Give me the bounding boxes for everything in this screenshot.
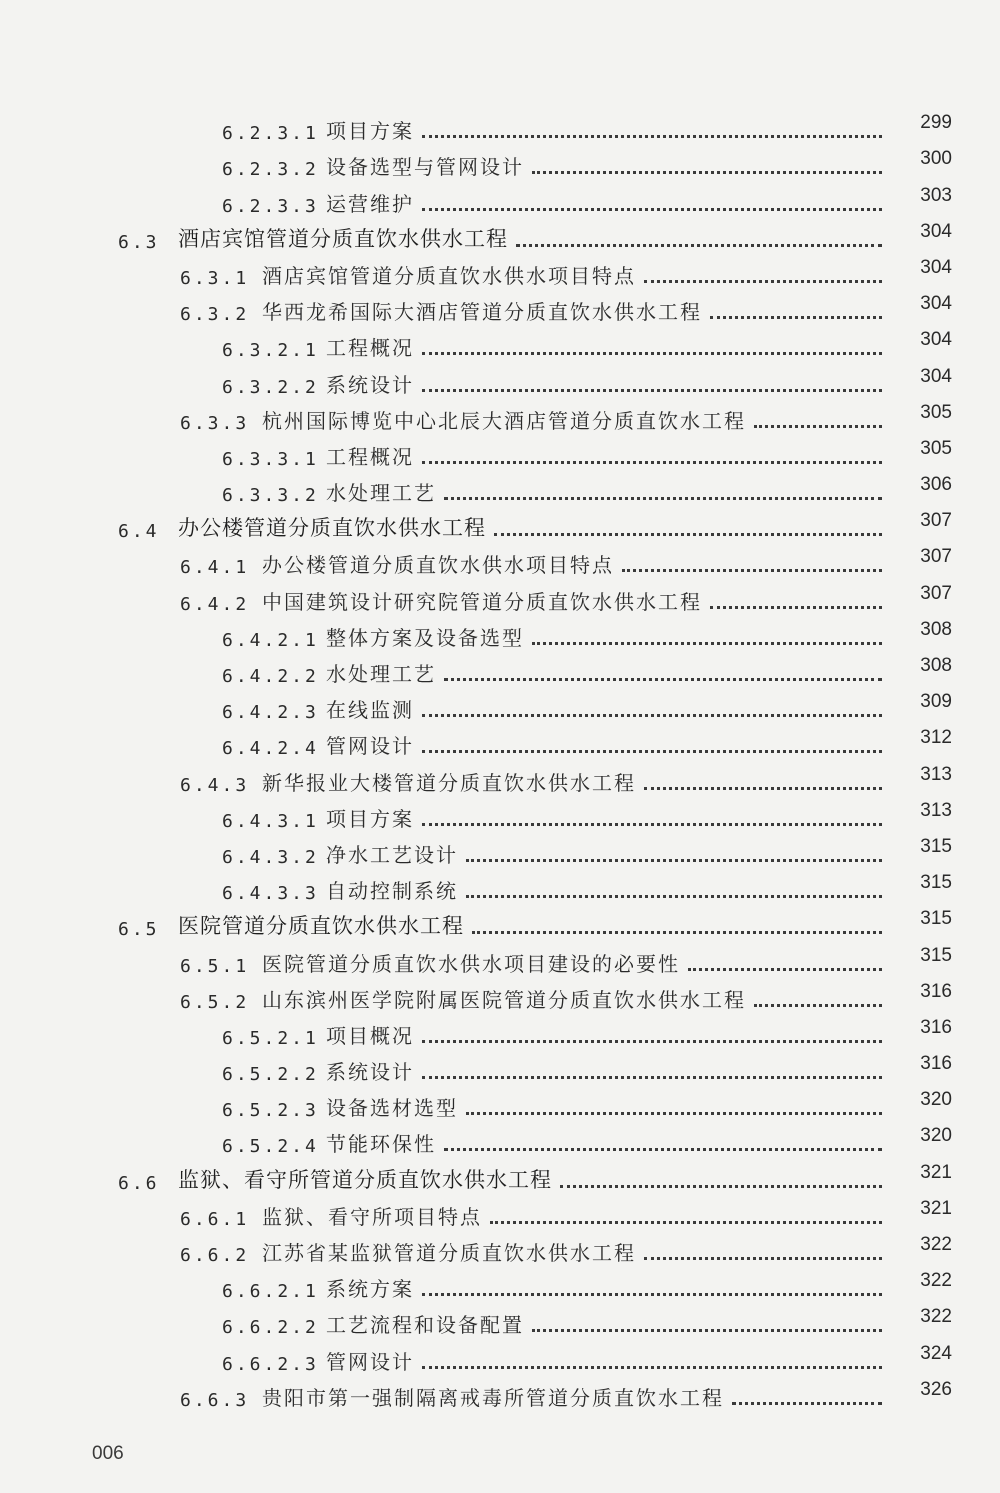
toc-entry-number: 6.5 <box>118 919 160 941</box>
toc-entry-number: 6.6.2.3 <box>222 1353 319 1375</box>
toc-entry-number: 6.5.2.1 <box>222 1027 319 1049</box>
toc-entry-page: 300 <box>920 148 952 170</box>
dot-leader <box>532 642 882 645</box>
dot-leader <box>422 352 882 355</box>
toc-entry-number: 6.4.2.3 <box>222 702 319 724</box>
dot-leader <box>732 1402 882 1405</box>
toc-entry-page: 321 <box>920 1161 952 1183</box>
toc-entry-number: 6.2.3.2 <box>222 159 319 181</box>
toc-entry[interactable] <box>0 904 1000 940</box>
dot-leader <box>644 787 882 790</box>
dot-leader <box>444 1148 882 1151</box>
toc-entry-number: 6.5.1 <box>180 955 250 977</box>
dot-leader <box>710 316 882 319</box>
toc-entry-title: 项目方案 <box>326 119 414 144</box>
toc-entry-title: 项目方案 <box>326 806 414 831</box>
toc-entry-title: 医院管道分质直饮水供水工程 <box>178 914 464 939</box>
page-number: 006 <box>92 1443 124 1464</box>
toc-entry[interactable] <box>0 1338 1000 1374</box>
toc-entry-number: 6.5.2.2 <box>222 1064 319 1086</box>
toc-entry[interactable] <box>0 289 1000 325</box>
dot-leader <box>444 678 882 681</box>
toc-entry-page: 306 <box>920 474 952 496</box>
toc-entry-page: 316 <box>920 1053 952 1075</box>
toc-entry-page: 308 <box>920 655 952 676</box>
toc-entry[interactable] <box>0 398 1000 434</box>
toc-entry-title: 自动控制系统 <box>326 879 458 904</box>
toc-entry-page: 313 <box>920 799 952 821</box>
toc-entry-page: 308 <box>920 618 952 640</box>
toc-entry[interactable] <box>0 1266 1000 1302</box>
toc-entry-page: 309 <box>920 691 952 713</box>
toc-entry-title: 华西龙希国际大酒店管道分质直饮水供水工程 <box>262 300 702 325</box>
dot-leader <box>422 461 882 464</box>
dot-leader <box>532 171 882 174</box>
toc-entry-number: 6.3.3 <box>180 412 250 434</box>
toc-entry-title: 系统设计 <box>326 1060 414 1085</box>
toc-entry-title: 水处理工艺 <box>326 662 436 686</box>
dot-leader <box>422 823 882 826</box>
toc-entry-title: 医院管道分质直饮水供水项目建设的必要性 <box>262 951 680 976</box>
dot-leader <box>490 1221 882 1224</box>
dot-leader <box>710 606 882 609</box>
dot-leader <box>422 714 882 717</box>
toc-entry-number: 6.4 <box>118 521 160 543</box>
toc-entry-title: 中国建筑设计研究院管道分质直饮水供水工程 <box>262 589 702 614</box>
toc-entry[interactable] <box>0 578 1000 614</box>
toc-entry-title: 办公楼管道分质直饮水供水工程 <box>178 516 486 541</box>
toc-entry-title: 水处理工艺 <box>326 481 436 506</box>
toc-entry-page: 315 <box>920 872 952 894</box>
toc-entry[interactable] <box>0 253 1000 289</box>
toc-entry-page: 304 <box>920 220 952 242</box>
toc-entry-number: 6.3.3.1 <box>222 448 319 470</box>
toc-entry[interactable] <box>0 1230 1000 1266</box>
dot-leader <box>466 1112 882 1115</box>
dot-leader <box>466 859 882 862</box>
dot-leader <box>516 244 882 247</box>
toc-entry-number: 6.4.2.1 <box>222 629 319 651</box>
toc-entry-number: 6.6 <box>118 1172 160 1194</box>
toc-entry-page: 303 <box>920 184 952 206</box>
toc-entry-title: 管网设计 <box>326 734 414 759</box>
dot-leader <box>422 1366 882 1369</box>
dot-leader <box>644 280 882 283</box>
toc-entry-page: 304 <box>920 293 952 315</box>
toc-entry-title: 管网设计 <box>326 1349 414 1374</box>
toc-entry-page: 316 <box>920 980 952 1002</box>
toc-entry[interactable] <box>0 940 1000 976</box>
toc-entry[interactable] <box>0 108 1000 144</box>
toc-entry[interactable] <box>0 180 1000 216</box>
toc-entry-page: 312 <box>920 727 952 749</box>
toc-entry-title: 酒店宾馆管道分质直饮水供水项目特点 <box>262 263 636 288</box>
toc-entry-title: 工程概况 <box>326 336 414 361</box>
toc-entry[interactable] <box>0 1194 1000 1230</box>
toc-entry-page: 315 <box>920 944 952 966</box>
toc-entry-number: 6.4.2.2 <box>222 666 319 687</box>
toc-entry-number: 6.3.3.2 <box>222 485 319 507</box>
toc-entry-page: 326 <box>920 1378 952 1400</box>
dot-leader <box>622 569 882 572</box>
toc-entry[interactable] <box>0 1302 1000 1338</box>
toc-entry-number: 6.6.3 <box>180 1389 250 1411</box>
toc-entry-page: 304 <box>920 329 952 351</box>
dot-leader <box>754 425 882 428</box>
toc-entry-title: 办公楼管道分质直饮水供水项目特点 <box>262 553 614 578</box>
dot-leader <box>422 208 882 211</box>
toc-entry-title: 监狱、看守所管道分质直饮水供水工程 <box>178 1167 552 1192</box>
toc-entry[interactable] <box>0 868 1000 904</box>
toc-entry[interactable] <box>0 832 1000 868</box>
toc-entry-page: 304 <box>920 365 952 387</box>
toc-entry-title: 节能环保性 <box>326 1132 436 1157</box>
toc-entry-page: 322 <box>920 1306 952 1328</box>
toc-entry[interactable] <box>0 1085 1000 1121</box>
toc-entry-page: 316 <box>920 1016 952 1038</box>
toc-entry-page: 322 <box>920 1234 952 1255</box>
toc-entry-title: 酒店宾馆管道分质直饮水供水工程 <box>178 226 508 251</box>
dot-leader <box>422 750 882 753</box>
dot-leader <box>472 931 882 934</box>
toc-entry-number: 6.4.3 <box>180 774 250 796</box>
toc-entry-number: 6.3.1 <box>180 267 250 289</box>
dot-leader <box>560 1185 882 1188</box>
toc-entry[interactable] <box>0 542 1000 578</box>
toc-entry-title: 净水工艺设计 <box>326 842 458 867</box>
toc-entry[interactable] <box>0 325 1000 361</box>
toc-entry-title: 系统设计 <box>326 372 414 397</box>
toc-entry-title: 系统方案 <box>326 1277 414 1302</box>
toc-entry-page: 307 <box>920 510 952 532</box>
toc-entry-number: 6.2.3.1 <box>222 123 319 145</box>
toc-entry[interactable] <box>0 470 1000 506</box>
toc-entry[interactable] <box>0 144 1000 180</box>
dot-leader <box>532 1329 882 1332</box>
toc-entry-number: 6.4.2 <box>180 593 250 615</box>
toc-entry-title: 杭州国际博览中心北辰大酒店管道分质直饮水工程 <box>262 408 746 433</box>
toc-entry-number: 6.4.3.3 <box>222 883 319 905</box>
toc-entry-title: 整体方案及设备选型 <box>326 625 524 650</box>
toc-entry[interactable] <box>0 217 1000 253</box>
toc-entry-title: 江苏省某监狱管道分质直饮水供水工程 <box>262 1241 636 1265</box>
toc-entry-page: 315 <box>920 835 952 857</box>
toc-entry-title: 设备选型与管网设计 <box>326 155 524 180</box>
dot-leader <box>422 1040 882 1043</box>
toc-entry[interactable] <box>0 434 1000 470</box>
toc-entry-page: 307 <box>920 582 952 604</box>
toc-entry-number: 6.3.2.2 <box>222 376 319 398</box>
toc-entry-page: 313 <box>920 763 952 785</box>
dot-leader <box>422 389 882 392</box>
toc-entry-title: 运营维护 <box>326 191 414 216</box>
toc-entry-page: 321 <box>920 1197 952 1219</box>
toc-entry-number: 6.2.3.3 <box>222 195 319 217</box>
toc-entry-number: 6.3.2.1 <box>222 340 319 362</box>
dot-leader <box>444 497 882 500</box>
toc-entry[interactable] <box>0 361 1000 397</box>
toc-entry-page: 299 <box>920 112 952 134</box>
toc-entry-number: 6.5.2.4 <box>222 1136 319 1158</box>
toc-entry-title: 设备选材选型 <box>326 1096 458 1121</box>
toc-entry[interactable] <box>0 506 1000 542</box>
toc-entry[interactable] <box>0 977 1000 1013</box>
toc-entry[interactable] <box>0 1157 1000 1193</box>
toc-entry-title: 山东滨州医学院附属医院管道分质直饮水供水工程 <box>262 987 746 1012</box>
toc-entry[interactable] <box>0 687 1000 723</box>
dot-leader <box>688 968 882 971</box>
toc-entry-number: 6.5.2 <box>180 991 250 1013</box>
toc-entry[interactable] <box>0 796 1000 832</box>
toc-entry-page: 305 <box>920 401 952 423</box>
dot-leader <box>466 895 882 898</box>
toc-entry[interactable] <box>0 1049 1000 1085</box>
toc-entry[interactable] <box>0 1121 1000 1157</box>
toc-entry-title: 新华报业大楼管道分质直饮水供水工程 <box>262 770 636 795</box>
toc-entry[interactable] <box>0 1013 1000 1049</box>
dot-leader <box>494 533 882 536</box>
toc-entry-number: 6.3 <box>118 231 160 253</box>
toc-entry-page: 307 <box>920 546 952 568</box>
toc-entry-number: 6.6.2.2 <box>222 1317 319 1339</box>
toc-entry-number: 6.4.3.2 <box>222 846 319 868</box>
dot-leader <box>422 135 882 138</box>
toc-entry-number: 6.4.2.4 <box>222 738 319 760</box>
dot-leader <box>422 1076 882 1079</box>
toc-entry[interactable] <box>0 615 1000 651</box>
toc-entry-title: 工艺流程和设备配置 <box>326 1313 524 1338</box>
toc-entry-page: 304 <box>920 256 952 278</box>
toc-entry-page: 315 <box>920 908 952 930</box>
toc-entry-number: 6.4.1 <box>180 557 250 579</box>
toc-entry-title: 监狱、看守所项目特点 <box>262 1204 482 1229</box>
toc-entry-number: 6.6.2.1 <box>222 1281 319 1303</box>
toc-entry-page: 324 <box>920 1342 952 1364</box>
table-of-contents <box>0 108 1000 1411</box>
toc-entry-number: 6.6.2 <box>180 1245 250 1266</box>
toc-entry-title: 贵阳市第一强制隔离戒毒所管道分质直饮水工程 <box>262 1385 724 1410</box>
toc-entry-page: 320 <box>920 1089 952 1111</box>
dot-leader <box>644 1257 882 1260</box>
toc-entry-number: 6.5.2.3 <box>222 1100 319 1122</box>
toc-entry-page: 305 <box>920 437 952 459</box>
toc-entry-title: 工程概况 <box>326 444 414 469</box>
toc-entry[interactable] <box>0 651 1000 687</box>
toc-entry-number: 6.6.1 <box>180 1208 250 1230</box>
dot-leader <box>422 1293 882 1296</box>
toc-entry-number: 6.4.3.1 <box>222 810 319 832</box>
toc-entry-title: 在线监测 <box>326 698 414 723</box>
toc-entry-number: 6.3.2 <box>180 304 250 326</box>
toc-entry-page: 322 <box>920 1270 952 1292</box>
toc-entry[interactable] <box>0 723 1000 759</box>
dot-leader <box>754 1004 882 1007</box>
toc-entry-title: 项目概况 <box>326 1023 414 1048</box>
toc-entry-page: 320 <box>920 1125 952 1147</box>
toc-entry[interactable] <box>0 1375 1000 1411</box>
toc-entry[interactable] <box>0 759 1000 795</box>
